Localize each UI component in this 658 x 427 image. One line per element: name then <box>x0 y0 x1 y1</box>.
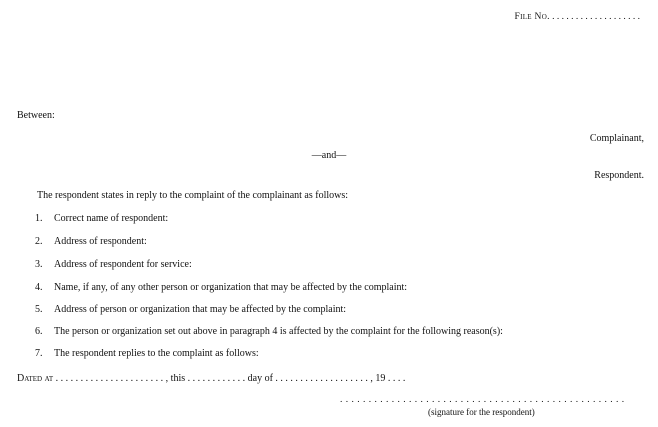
list-item <box>35 348 259 359</box>
item-text: Name, if any, of any other person or organization that may be affected by the complaint: <box>54 282 408 293</box>
item-number: 6. <box>35 326 43 337</box>
file-number-label: File No. <box>514 12 550 22</box>
item-number: 5. <box>35 304 43 315</box>
list-item <box>35 213 168 224</box>
complainant-label: Complainant, <box>589 133 644 144</box>
list-item <box>35 236 147 247</box>
list-item <box>35 326 503 337</box>
item-number: 4. <box>35 282 43 293</box>
dated-line <box>17 373 405 384</box>
list-item <box>35 304 346 315</box>
item-number: 2. <box>35 236 43 247</box>
item-number: 3. <box>35 259 43 270</box>
and-separator: —and— <box>311 150 347 161</box>
file-number <box>515 12 640 22</box>
this-label: this <box>168 373 188 384</box>
respondent-label: Respondent. <box>594 170 644 181</box>
item-text: Address of respondent: <box>54 236 147 247</box>
item-text: The person or organization set out above in paragraph 4 is affected by the complaint for the following reason(s): <box>54 326 503 337</box>
item-text: Address of person or organization that may be affected by the complaint: <box>54 304 347 315</box>
year-label: 19 <box>372 373 388 384</box>
item-number: 1. <box>35 213 43 224</box>
file-number-blank: . . . . . . . . . . . . . . . . . . . <box>549 12 640 22</box>
signature-caption: (signature for the respondent) <box>428 407 535 417</box>
list-item <box>35 282 407 293</box>
item-text: Correct name of respondent: <box>54 213 169 224</box>
signature-line: . . . . . . . . . . . . . . . . . . . . . . . . . . . . . . . . . . . . . . . . . . . . . . . . . . <box>340 395 625 405</box>
day-of-label: day of <box>245 373 276 384</box>
item-text: The respondent replies to the complaint as follows: <box>54 348 259 359</box>
day-blank: . . . . . . . . . . . . <box>187 373 246 384</box>
item-number: 7. <box>35 348 43 359</box>
list-item <box>35 259 192 270</box>
intro-statement: The respondent states in reply to the complaint of the complainant as follows: <box>37 190 349 201</box>
year-blank: . . . . <box>387 373 406 384</box>
between-label: Between: <box>17 110 55 121</box>
place-blank: . . . . . . . . . . . . . . . . . . . . . . , <box>53 373 169 384</box>
dated-label: Dated at <box>17 373 54 384</box>
month-blank: . . . . . . . . . . . . . . . . . . . , <box>275 373 373 384</box>
item-text: Address of respondent for service: <box>54 259 192 270</box>
